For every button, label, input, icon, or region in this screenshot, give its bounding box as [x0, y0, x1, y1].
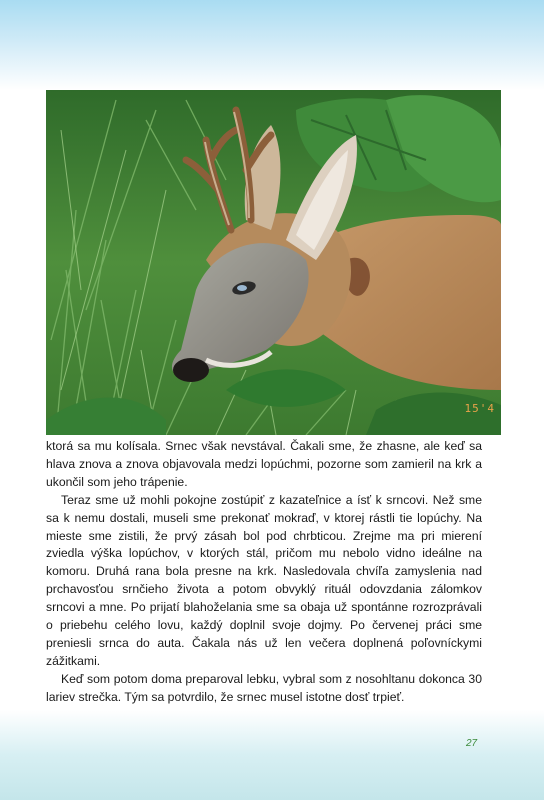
- photo-date-stamp: 15'4: [464, 402, 495, 415]
- article-body: [46, 438, 482, 707]
- paragraph: Keď som potom doma preparoval lebku, vybral som z nosohltanu dokonca 30 lariev strečka. Tým sa potvrdilo, že srnec musel istotne dosť trpieť.: [46, 671, 482, 704]
- footer-background: [0, 710, 544, 800]
- sky-header-background: [0, 0, 544, 90]
- paragraph: ktorá sa mu kolísala. Srnec však nevstával. Čakali sme, že zhasne, ale keď sa hlava znova a znova objavovala medzi lopúchmi, pozorne som zamieril na krk a ukončil som jeho trápenie.: [46, 439, 482, 489]
- paragraph: Teraz sme už mohli pokojne zostúpiť z kazateľnice a ísť k srncovi. Než sme sa k nemu dostali, museli sme prekonať mokraď, v ktorej rástli tie lopúchy. Na mieste sme zistili, že prvý zásah bol pod chrbticou. Zrejme ma pri mierení zviedla výška lopúchov, v ktorých stál, pričom mu nebolo vidno ideálne na komoru. Druhá rana bola presne na krk. Nasledovala chvíľa zamyslenia nad prchavosťou srnčieho života a potom obvyklý rituál odovzdania zálomkov srncovi a mne. Po prijatí blahoželania sme sa obaja už spontánne rozrozprávali o priebehu celého lovu, každý doplnil svoje dojmy. Po červenej práci sme preniesli srnca do auta. Čakala nás už len večera doplnená poľovníckymi zážitkami.: [46, 492, 482, 668]
- roe-deer-photo: [46, 90, 501, 435]
- page-number: 27: [466, 738, 478, 749]
- roe-deer-illustration: [46, 90, 501, 435]
